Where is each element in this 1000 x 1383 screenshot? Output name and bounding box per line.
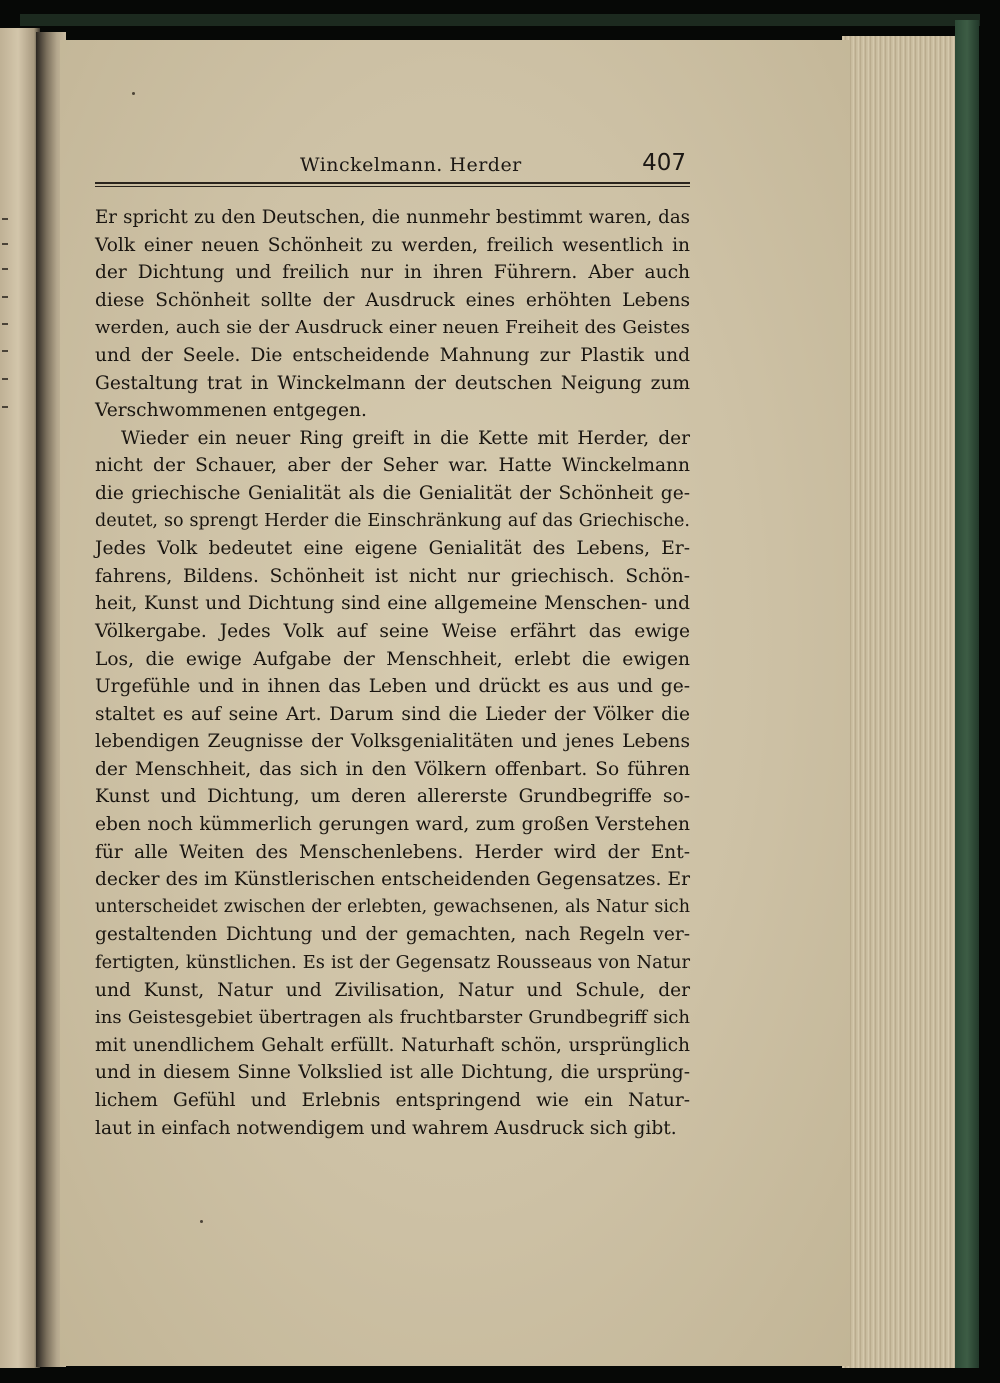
text-line: werden, auch sie der Ausdruck einer neuen Freiheit des Geistes <box>95 317 690 339</box>
facing-page-mark <box>2 406 8 408</box>
facing-page-mark <box>2 268 8 270</box>
text-line: die griechische Genialität als die Genialität der Schönheit ge- <box>95 482 690 504</box>
text-line: Volk einer neuen Schönheit zu werden, freilich wesentlich in <box>95 234 690 256</box>
text-line: lebendigen Zeugnisse der Volksgenialitäten und jenes Lebens <box>95 731 690 753</box>
header-rule <box>95 182 690 184</box>
page-edges <box>842 36 962 1368</box>
facing-page-mark <box>2 350 8 352</box>
text-line: und in diesem Sinne Volkslied ist alle Dichtung, die ursprüng- <box>95 1062 690 1084</box>
running-title: Winckelmann. Herder <box>300 154 522 176</box>
text-line: laut in einfach notwendigem und wahrem Ausdruck sich gibt. <box>95 1117 677 1139</box>
paper-speck <box>132 92 135 95</box>
page-number: 407 <box>642 150 686 176</box>
text-line: Er spricht zu den Deutschen, die nunmehr bestimmt waren, das <box>95 207 690 228</box>
text-line: eben noch kümmerlich gerungen ward, zum großen Verstehen <box>95 814 690 836</box>
facing-page-mark <box>2 378 8 380</box>
text-line: Jedes Volk bedeutet eine eigene Genialität des Lebens, Er- <box>95 538 690 560</box>
text-line: der Dichtung und freilich nur in ihren Führern. Aber auch <box>95 262 690 284</box>
text-line: decker des im Künstlerischen entscheidenden Gegensatzes. Er <box>95 869 690 891</box>
text-line: für alle Weiten des Menschenlebens. Herder wird der Ent- <box>95 841 690 863</box>
facing-page-mark <box>2 323 8 325</box>
facing-page-mark <box>2 218 8 220</box>
text-line: fertigten, künstlichen. Es ist der Gegensatz Rousseaus von Natur <box>95 952 690 974</box>
text-line: Urgefühle und in ihnen das Leben und drückt es aus und ge- <box>95 676 690 698</box>
text-line: Los, die ewige Aufgabe der Menschheit, erlebt die ewigen <box>95 648 690 670</box>
text-line: Wieder ein neuer Ring greift in die Kette mit Herder, der <box>121 427 690 449</box>
facing-page-mark <box>2 296 8 298</box>
text-line: heit, Kunst und Dichtung sind eine allgemeine Menschen- und <box>95 593 690 615</box>
text-line: gestaltenden Dichtung und der gemachten, nach Regeln ver- <box>95 924 690 946</box>
text-line: und der Seele. Die entscheidende Mahnung zur Plastik und <box>95 344 690 366</box>
text-line: diese Schönheit sollte der Ausdruck eines erhöhten Lebens <box>95 289 690 311</box>
text-line: Kunst und Dichtung, um deren allererste Grundbegriffe so- <box>95 786 690 808</box>
text-line: der Menschheit, das sich in den Völkern offenbart. So führen <box>95 758 690 780</box>
text-line: fahrens, Bildens. Schönheit ist nicht nur griechisch. Schön- <box>95 565 690 587</box>
text-line: lichem Gefühl und Erlebnis entspringend wie ein Natur- <box>95 1090 690 1111</box>
text-line: mit unendlichem Gehalt erfüllt. Naturhaft schön, ursprünglich <box>95 1034 690 1056</box>
text-line: Verschwommenen entgegen. <box>95 400 367 422</box>
facing-page-edge <box>0 28 40 1368</box>
facing-page-mark <box>2 243 8 245</box>
paper-speck <box>200 1220 203 1223</box>
body-text <box>95 204 690 1142</box>
text-line: Gestaltung trat in Winckelmann der deutschen Neigung zum <box>95 372 690 394</box>
running-head <box>95 150 690 184</box>
text-line: Völkergabe. Jedes Volk auf seine Weise erfährt das ewige <box>95 620 690 642</box>
text-line: unterscheidet zwischen der erlebten, gewachsenen, als Natur sich <box>95 896 690 917</box>
book-cover-edge <box>955 20 979 1368</box>
text-line: deutet, so sprengt Herder die Einschränkung auf das Griechische. <box>95 510 690 531</box>
text-line: staltet es auf seine Art. Darum sind die Lieder der Völker die <box>95 703 690 725</box>
text-line: ins Geistesgebiet übertragen als fruchtbarster Grundbegriff sich <box>95 1007 690 1029</box>
text-line: nicht der Schauer, aber der Seher war. Hatte Winckelmann <box>95 455 690 477</box>
text-line: und Kunst, Natur und Zivilisation, Natur und Schule, der <box>95 979 690 1001</box>
book-cover-top <box>20 14 980 26</box>
header-rule-thin <box>95 186 690 187</box>
